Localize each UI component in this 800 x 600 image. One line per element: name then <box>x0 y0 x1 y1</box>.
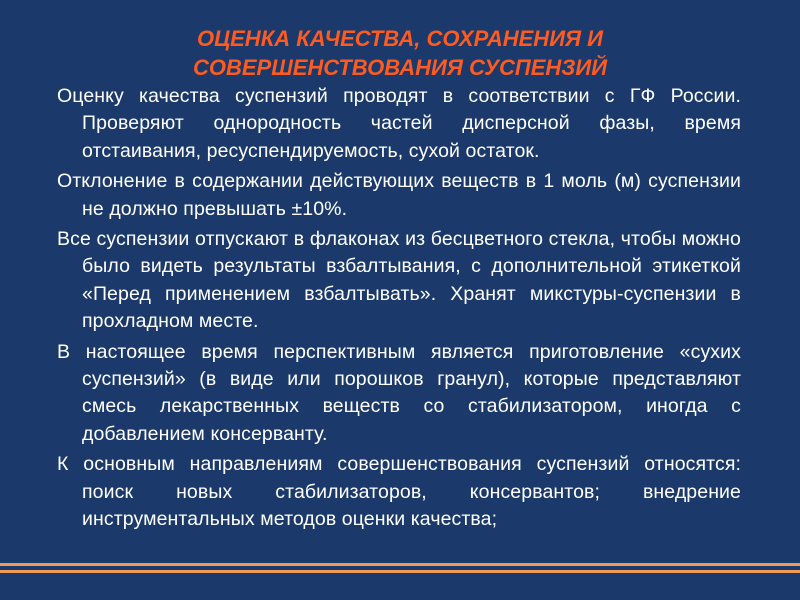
slide-title <box>0 24 800 82</box>
decorative-rule-upper <box>0 563 800 566</box>
slide-body <box>57 83 741 537</box>
slide-title-line-2: СОВЕРШЕНСТВОВАНИЯ СУСПЕНЗИЙ <box>192 55 608 80</box>
paragraph-deviation: Отклонение в содержании действующих веществ в 1 моль (м) суспензии не должно превышать ±10%. <box>57 170 741 220</box>
paragraph-dispensing: Все суспензии отпускают в флаконах из бесцветного стекла, чтобы можно было видеть результаты взбалтывания, с дополнительной этикеткой «Перед применением взбалтывать». Хранят микстуры-суспензии в прохладном месте. <box>57 228 741 333</box>
paragraph-improvement-directions: К основным направлениям совершенствования суспензий относятся: поиск новых стабилизаторов, консервантов; внедрение инструментальных методов оценки качества; <box>57 453 741 531</box>
decorative-rule-lower <box>0 570 800 573</box>
paragraph-dry-suspensions: В настоящее время перспективным является приготовление «сухих суспензий» (в виде или порошков гранул), которые представляют смесь лекарственных веществ со стабилизатором, иногда с добавлением консерванту. <box>57 340 741 445</box>
paragraph-quality-assessment: Оценку качества суспензий проводят в соответствии с ГФ России. Проверяют однородность частей дисперсной фазы, время отстаивания, ресуспендируемость, сухой остаток. <box>57 85 741 162</box>
slide-title-line-1: ОЦЕНКА КАЧЕСТВА, СОХРАНЕНИЯ И <box>196 26 603 51</box>
